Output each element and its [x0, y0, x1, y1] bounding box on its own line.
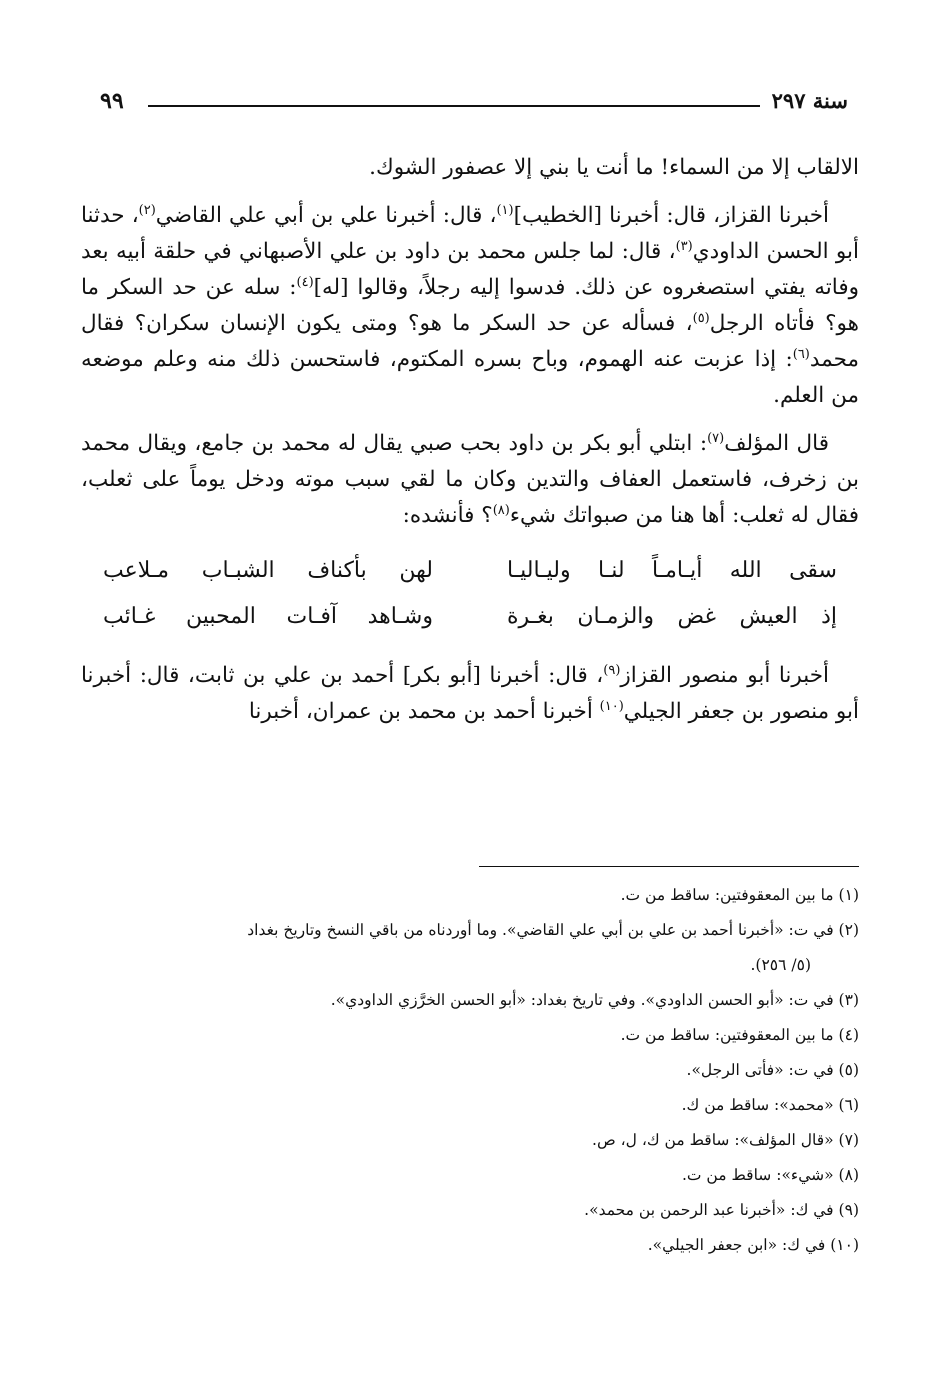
footnotes [79, 878, 859, 1263]
text-span: ؟ فأنشده: [402, 503, 493, 528]
footnote-number: (٨) [838, 1166, 859, 1184]
footnote-6 [79, 1088, 859, 1123]
footnote-1 [79, 878, 859, 913]
footnote-10 [79, 1228, 859, 1263]
paragraph-3 [81, 426, 859, 534]
text-span: ، فسأله عن حد السكر ما هو؟ ومتى يكون الإنسان سكران؟ فقال محمد [81, 311, 859, 372]
footnote-text: في ت: «أخبرنا أحمد بن علي بن أبي علي القاضي». وما أوردناه من باقي النسخ وتاريخ بغداد [247, 921, 834, 939]
footnote-number: (٤) [838, 1026, 859, 1044]
footnote-ref-9: (٩) [603, 662, 621, 678]
footnote-3 [79, 983, 859, 1018]
footnote-ref-2: (٢) [138, 202, 156, 218]
footnote-text: «شيء»: ساقط من ت. [681, 1166, 834, 1184]
footnote-number: (١) [838, 886, 859, 904]
footnote-number: (٥) [838, 1061, 859, 1079]
verse-second-hemistich: وشـاهد آفـات المحبين غـائب [103, 604, 433, 629]
poem [81, 548, 859, 640]
footnote-text: ما بين المعقوفتين: ساقط من ت. [620, 1026, 834, 1044]
footnote-separator [479, 866, 859, 867]
footnote-number: (٩) [838, 1201, 859, 1219]
poem-verse [81, 594, 859, 640]
text-span: ، قال: أخبرنا علي بن أبي علي القاضي [155, 203, 497, 228]
paragraph-2 [81, 198, 859, 414]
poem-verse [81, 548, 859, 594]
text-span: : ابتلي أبو بكر بن داود بحب صبي يقال له محمد بن جامع، ويقال محمد بن زخرف، فاستعمل العفاف والتدين وكان ما لقي سبب موته ودخل يوماً على ثعلب، فقال له ثعلب: أها هنا من صبواتك شيء [81, 431, 859, 528]
footnote-7 [79, 1123, 859, 1158]
text-span: أخبرنا أبو منصور القزاز [620, 663, 829, 688]
footnote-text: ما بين المعقوفتين: ساقط من ت. [620, 886, 834, 904]
verse-second-hemistich: لهن بأكناف الشبـاب مـلاعب [103, 558, 433, 583]
footnote-text: في ت: «أبو الحسن الداودي». وفي تاريخ بغداد: «أبو الحسن الخرَّزي الداودي». [330, 991, 834, 1009]
footnote-2 [79, 913, 859, 983]
footnote-ref-3: (٣) [675, 238, 693, 254]
footnote-number: (٢) [838, 921, 859, 939]
running-head-year: سنة ٢٩٧ [771, 88, 848, 113]
footnote-number: (٣) [838, 991, 859, 1009]
text-span: أخبرنا القزاز، قال: أخبرنا [الخطيب] [513, 203, 829, 228]
footnote-ref-4: (٤) [296, 274, 314, 290]
text-span: أخبرنا أحمد بن محمد بن عمران، أخبرنا [248, 699, 600, 724]
footnote-number: (٧) [838, 1131, 859, 1149]
verse-first-hemistich: إذ العيش غض والزمـان بغـرة [507, 604, 837, 629]
footnote-9 [79, 1193, 859, 1228]
footnote-4 [79, 1018, 859, 1053]
page-number: ٩٩ [100, 88, 124, 114]
footnote-text: «قال المؤلف»: ساقط من ك، ل، ص. [592, 1131, 834, 1149]
footnote-8 [79, 1158, 859, 1193]
paragraph-4 [81, 658, 859, 730]
footnote-text: في ك: «أخبرنا عبد الرحمن بن محمد». [584, 1201, 834, 1219]
footnote-ref-1: (١) [496, 202, 514, 218]
text-span: ، قال: لما جلس محمد بن داود بن علي الأصبهاني في حلقة أبيه بعد وفاته يفتي استصغروه عن ذلك. فدسوا إليه رجلاً، وقالوا [له] [81, 239, 859, 300]
footnote-ref-6: (٦) [792, 346, 810, 362]
footnote-text: «محمد»: ساقط من ك. [681, 1096, 834, 1114]
footnote-text: في ت: «فأتى الرجل». [686, 1061, 834, 1079]
text-span: قال المؤلف [724, 431, 829, 456]
footnote-ref-7: (٧) [707, 430, 725, 446]
footnote-5 [79, 1053, 859, 1088]
text-span: : سله عن حد السكر ما هو؟ فأتاه الرجل [81, 275, 859, 336]
running-head-rule [148, 105, 760, 107]
footnote-continuation: (٥/ ٢٥٦). [750, 956, 811, 974]
text-span: ، قال: أخبرنا [أبو بكر] أحمد بن علي بن ثابت، قال: أخبرنا أبو منصور بن جعفر الجيلي [81, 663, 859, 724]
footnote-ref-10: (١٠) [599, 698, 624, 714]
verse-first-hemistich: سقى الله أيـامـاً لنـا وليـاليـا [507, 558, 837, 583]
footnote-number: (٦) [838, 1096, 859, 1114]
text-span: : إذا عزبت عنه الهموم، وباح بسره المكتوم، فاستحسن ذلك منه وعلم موضعه من العلم. [81, 347, 859, 408]
footnote-text: في ك: «ابن جعفر الجيلي». [647, 1236, 826, 1254]
footnote-ref-5: (٥) [692, 310, 710, 326]
main-text [81, 150, 859, 742]
paragraph-1: الالقاب إلا من السماء! ما أنت يا بني إلا عصفور الشوك. [369, 155, 859, 180]
text-span: ، حدثنا أبو الحسن الداودي [81, 203, 860, 264]
footnote-ref-8: (٨) [492, 502, 510, 518]
footnote-number: (١٠) [830, 1236, 859, 1254]
running-head [100, 88, 848, 122]
